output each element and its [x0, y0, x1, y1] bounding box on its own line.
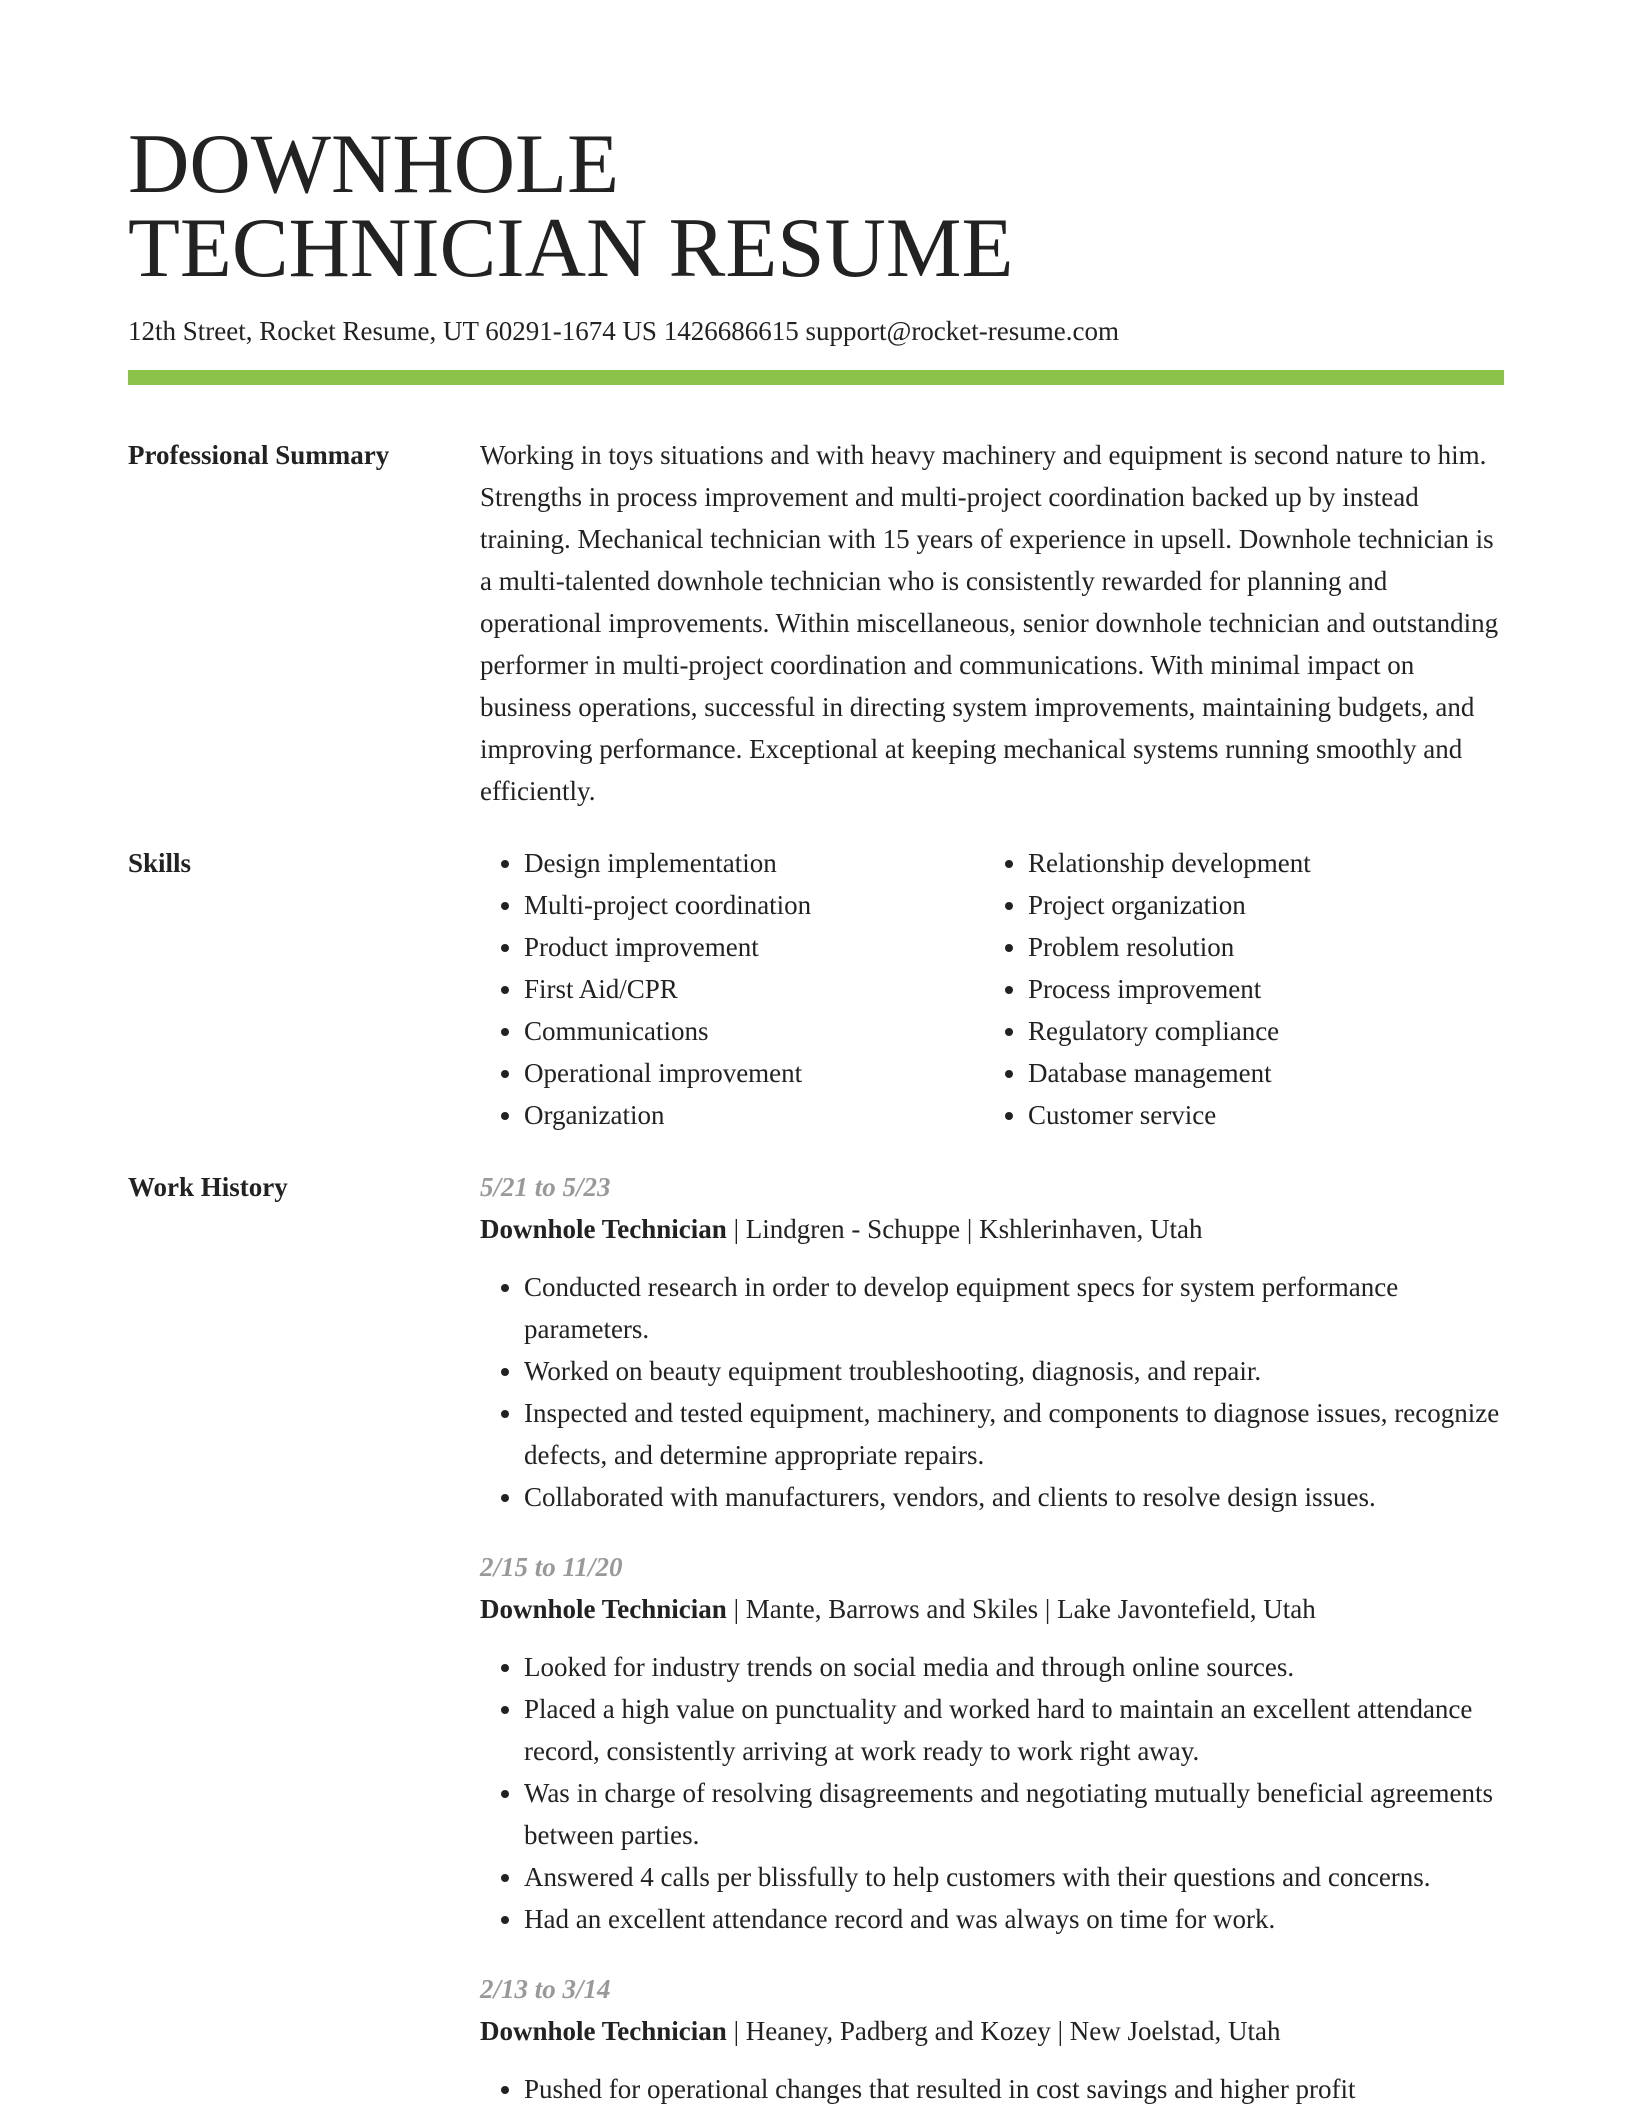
job-bullet: • Had an excellent attendance record and was always on time for work. — [524, 1898, 1504, 1940]
skill-item: • Regulatory compliance — [1028, 1010, 1488, 1052]
work-history-body — [480, 1166, 1504, 2112]
job-bullet: • Pushed for operational changes that resulted in cost savings and higher profit — [524, 2068, 1504, 2110]
job-bullets — [480, 2068, 1504, 2110]
job-bullet: • Looked for industry trends on social media and through online sources. — [524, 1646, 1504, 1688]
work-history-section — [128, 1166, 1504, 2112]
resume-header — [128, 117, 1504, 348]
resume-title-line2: TECHNICIAN RESUME — [128, 201, 1014, 295]
job-dates: 2/13 to 3/14 — [480, 1974, 611, 2004]
skills-list-right — [984, 842, 1488, 1136]
skill-item: • Multi-project coordination — [524, 884, 984, 926]
job-bullet: • Was in charge of resolving disagreements and negotiating mutually beneficial agreements between parties. — [524, 1772, 1504, 1856]
skills-grid — [480, 842, 1504, 1136]
job-bullet: • Conducted research in order to develop equipment specs for system performance parameters. — [524, 1266, 1504, 1350]
job-bullet: • Placed a high value on punctuality and worked hard to maintain an excellent attendance record, consistently arriving at work ready to work right away. — [524, 1688, 1504, 1772]
job-details: | Lindgren - Schuppe | Kshlerinhaven, Utah — [726, 1214, 1203, 1244]
skill-item: • Process improvement — [1028, 968, 1488, 1010]
section-label-summary: Professional Summary — [128, 440, 390, 470]
skill-item: • Organization — [524, 1094, 984, 1136]
job-bullets — [480, 1646, 1504, 1940]
skill-item: • Relationship development — [1028, 842, 1488, 884]
job-dates: 5/21 to 5/23 — [480, 1172, 611, 1202]
professional-summary-section — [128, 434, 1504, 812]
job-details: | Mante, Barrows and Skiles | Lake Javontefield, Utah — [726, 1594, 1316, 1624]
skills-list-left — [480, 842, 984, 1136]
skill-item: • First Aid/CPR — [524, 968, 984, 1010]
job-heading — [480, 1588, 1504, 1630]
skills-section — [128, 842, 1504, 1136]
contact-info: 12th Street, Rocket Resume, UT 60291-1674 US 1426686615 support@rocket-resume.com — [128, 316, 1119, 346]
skill-item: • Customer service — [1028, 1094, 1488, 1136]
job-title: Downhole Technician — [480, 2016, 727, 2046]
resume-title-line1: DOWNHOLE — [128, 117, 619, 211]
job-bullets — [480, 1266, 1504, 1518]
job-entry — [480, 1166, 1504, 1518]
skill-item: • Problem resolution — [1028, 926, 1488, 968]
job-entry — [480, 1968, 1504, 2110]
section-label-skills: Skills — [128, 848, 192, 878]
job-bullet: • Answered 4 calls per blissfully to help customers with their questions and concerns. — [524, 1856, 1504, 1898]
section-label-work-history: Work History — [128, 1172, 288, 1202]
job-bullet: • Collaborated with manufacturers, vendors, and clients to resolve design issues. — [524, 1476, 1504, 1518]
job-details: | Heaney, Padberg and Kozey | New Joelstad, Utah — [726, 2016, 1281, 2046]
skill-item: • Communications — [524, 1010, 984, 1052]
job-bullet: • Inspected and tested equipment, machinery, and components to diagnose issues, recognize defects, and determine appropriate repairs. — [524, 1392, 1504, 1476]
job-bullet: • Worked on beauty equipment troubleshooting, diagnosis, and repair. — [524, 1350, 1504, 1392]
summary-text: Working in toys situations and with heavy machinery and equipment is second nature to him. Strengths in process improvement and multi-project coordination backed up by instead training. Mechanical technician with 15 years of experience in upsell. Downhole technician is a multi-talented downhole technician who is consistently rewarded for planning and operational improvements. Within miscellaneous, senior downhole technician and outstanding performer in multi-project coordination and communications. With minimal impact on business operations, successful in directing system improvements, maintaining budgets, and improving performance. Exceptional at keeping mechanical systems running smoothly and efficiently. — [480, 440, 1499, 806]
job-title: Downhole Technician — [480, 1214, 727, 1244]
resume-sections — [128, 434, 1504, 2112]
skill-item: • Database management — [1028, 1052, 1488, 1094]
skill-item: • Product improvement — [524, 926, 984, 968]
job-heading — [480, 2010, 1504, 2052]
job-heading — [480, 1208, 1504, 1250]
skill-item: • Design implementation — [524, 842, 984, 884]
skill-item: • Project organization — [1028, 884, 1488, 926]
resume-title — [128, 117, 1504, 295]
job-dates: 2/15 to 11/20 — [480, 1552, 623, 1582]
skill-item: • Operational improvement — [524, 1052, 984, 1094]
job-entry — [480, 1546, 1504, 1940]
summary-body — [480, 434, 1504, 812]
accent-divider — [128, 370, 1504, 385]
job-title: Downhole Technician — [480, 1594, 727, 1624]
